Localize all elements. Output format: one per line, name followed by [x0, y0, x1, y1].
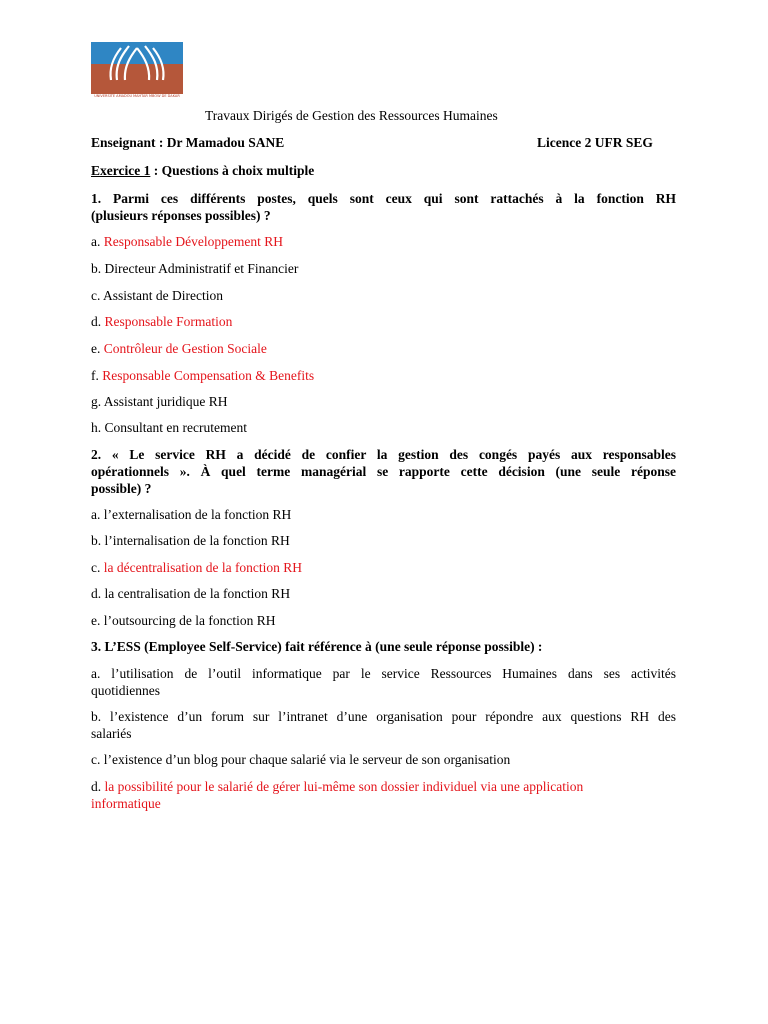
answer-text: Responsable Développement RH — [103, 234, 283, 249]
q1-option-g: g. Assistant juridique RH — [91, 394, 228, 409]
q1-option-h: h. Consultant en recrutement — [91, 420, 247, 435]
answer-text: Responsable Formation — [104, 314, 233, 329]
question-2-line-2: opérationnels ». À quel terme managérial se rapporte cette décision (une seule réponse — [91, 464, 676, 479]
q1-option-b: b. Directeur Administratif et Financier — [91, 261, 299, 276]
q1-option-f: f. Responsable Compensation & Benefits — [91, 368, 315, 383]
answer-text: la possibilité pour le salarié de gérer lui-même son dossier individuel via une application — [104, 779, 584, 794]
answer-text: Contrôleur de Gestion Sociale — [103, 341, 267, 356]
answer-text: Responsable Compensation & Benefits — [102, 368, 315, 383]
q1-option-e: e. Contrôleur de Gestion Sociale — [91, 341, 267, 356]
q3-option-c: c. l’existence d’un blog pour chaque salarié via le serveur de son organisation — [91, 752, 511, 767]
q3-option-d-line-1: d. la possibilité pour le salarié de gérer lui-même son dossier individuel via une application — [91, 779, 584, 794]
document-title: Travaux Dirigés de Gestion des Ressources Humaines — [205, 108, 498, 123]
q2-option-b: b. l’internalisation de la fonction RH — [91, 533, 290, 548]
q1-option-c: c. Assistant de Direction — [91, 288, 223, 303]
exercise-label: Exercice 1 — [91, 163, 151, 178]
question-1-line-2: (plusieurs réponses possibles) ? — [91, 208, 271, 223]
q3-option-d-line-2: informatique — [91, 796, 161, 811]
exercise-subtitle: : Questions à choix multiple — [150, 163, 315, 178]
q2-option-d: d. la centralisation de la fonction RH — [91, 586, 291, 601]
question-1-line-1: 1. Parmi ces différents postes, quels sont ceux qui sont rattachés à la fonction RH — [91, 191, 676, 206]
exercise-heading — [91, 163, 314, 179]
q2-option-e: e. l’outsourcing de la fonction RH — [91, 613, 276, 628]
logo-caption: UNIVERSITE AMADOU MAHTAR MBOW DE DAKAR — [94, 94, 180, 98]
answer-text: la décentralisation de la fonction RH — [103, 560, 303, 575]
q3-option-a-line-1: a. l’utilisation de l’outil informatique par le service Ressources Humaines dans ses activités — [91, 666, 677, 681]
q2-option-a: a. l’externalisation de la fonction RH — [91, 507, 292, 522]
q1-option-d: d. Responsable Formation — [91, 314, 233, 329]
q2-option-c: c. la décentralisation de la fonction RH — [91, 560, 303, 575]
q3-option-b-line-2: salariés — [91, 726, 132, 741]
teacher-name: Enseignant : Dr Mamadou SANE — [91, 135, 285, 150]
question-2-line-3: possible) ? — [91, 481, 152, 496]
q3-option-a-line-2: quotidiennes — [91, 683, 160, 698]
question-2-line-1: 2. « Le service RH a décidé de confier la gestion des congés payés aux responsables — [91, 447, 676, 462]
question-3-line-1: 3. L’ESS (Employee Self-Service) fait référence à (une seule réponse possible) : — [91, 639, 543, 654]
class-level: Licence 2 UFR SEG — [537, 135, 653, 150]
q3-option-b-line-1: b. l’existence d’un forum sur l’intranet d’une organisation pour répondre aux questions RH des — [91, 709, 676, 724]
q1-option-a: a. Responsable Développement RH — [91, 234, 283, 249]
